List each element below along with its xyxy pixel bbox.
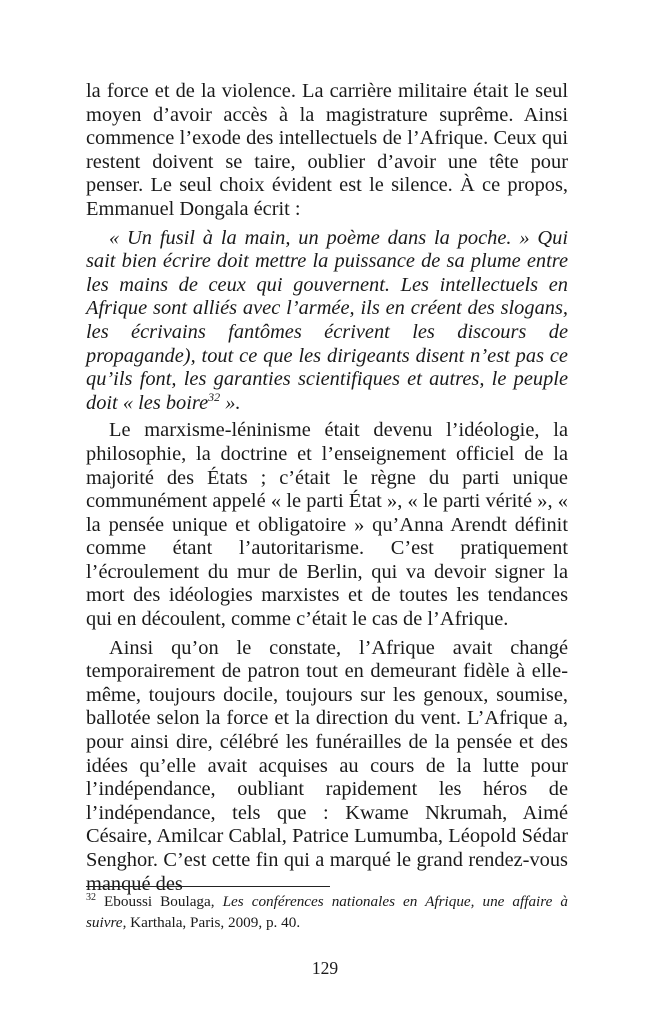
paragraph-1: la force et de la violence. La carrière militaire était le seul moyen d’avoir accès à la magistrature suprême. Ainsi commence l’exode des intellectuels de l’Afrique. Ceux qui restent doivent se taire, oublier d’avoir une tête pour penser. Le seul choix évident est le silence. À ce propos, Emmanuel Dongala écrit : — [86, 80, 568, 220]
quote-end: ». — [220, 391, 241, 414]
paragraph-3: Ainsi qu’on le constate, l’Afrique avait changé temporairement de patron tout en demeurant fidèle à elle-même, toujours docile, toujours sur les genoux, soumise, ballotée selon la force et la direction du vent. L’Afrique a, pour ainsi dire, célébré les funérailles de la pensée et des idées qu’elle avait acquises au cours de la lutte pour l’indépendance, oubliant rapidement les héros de l’indépendance, tels que : Kwame Nkrumah, Aimé Césaire, Amilcar Cablal, Patrice Lumumba, Léopold Sédar Senghor. C’est cette fin qui a marqué le grand rendez-vous manqué des — [86, 636, 568, 895]
footnote-title: Les conférences nationales en Afrique, une affaire à suivre — [86, 893, 568, 931]
paragraph-2: Le marxisme-léninisme était devenu l’idéologie, la philosophie, la doctrine et l’enseignement officiel de la majorité des États ; c’était le règne du parti unique communément appelé « le parti État », « le parti vérité », « la pensée unique et obligatoire » qu’Anna Arendt définit comme étant l’autoritarisme. C’est pratiquement l’écroulement du mur de Berlin, qui va devoir signer la mort des idéologies marxistes et de toutes les tendances qui en découlent, comme c’était le cas de l’Afrique. — [86, 419, 568, 631]
footnote-number: 32 — [86, 891, 96, 903]
footnote-separator — [86, 886, 330, 887]
footnote — [86, 892, 568, 933]
footnote-reference[interactable]: 32 — [208, 389, 221, 404]
footnote-publisher: , Karthala, Paris, 2009, p. 40. — [122, 913, 301, 931]
page-number: 129 — [311, 958, 339, 978]
page-body — [86, 80, 568, 896]
block-quote — [86, 227, 568, 416]
quote-text: « Un fusil à la main, un poème dans la poche. » Qui sait bien écrire doit mettre la puissance de sa plume entre les mains de ceux qui gouvernent. Les intellectuels en Afrique sont alliés avec l’armée, ils en créent des slogans, les écrivains fantômes écrivent les discours de propagande), tout ce que les dirigeants disent n’est pas ce qu’ils font, les garanties scientifiques et autres, le peuple doit « les boire — [86, 226, 568, 414]
footnote-author: Eboussi Boulaga, — [96, 893, 223, 910]
